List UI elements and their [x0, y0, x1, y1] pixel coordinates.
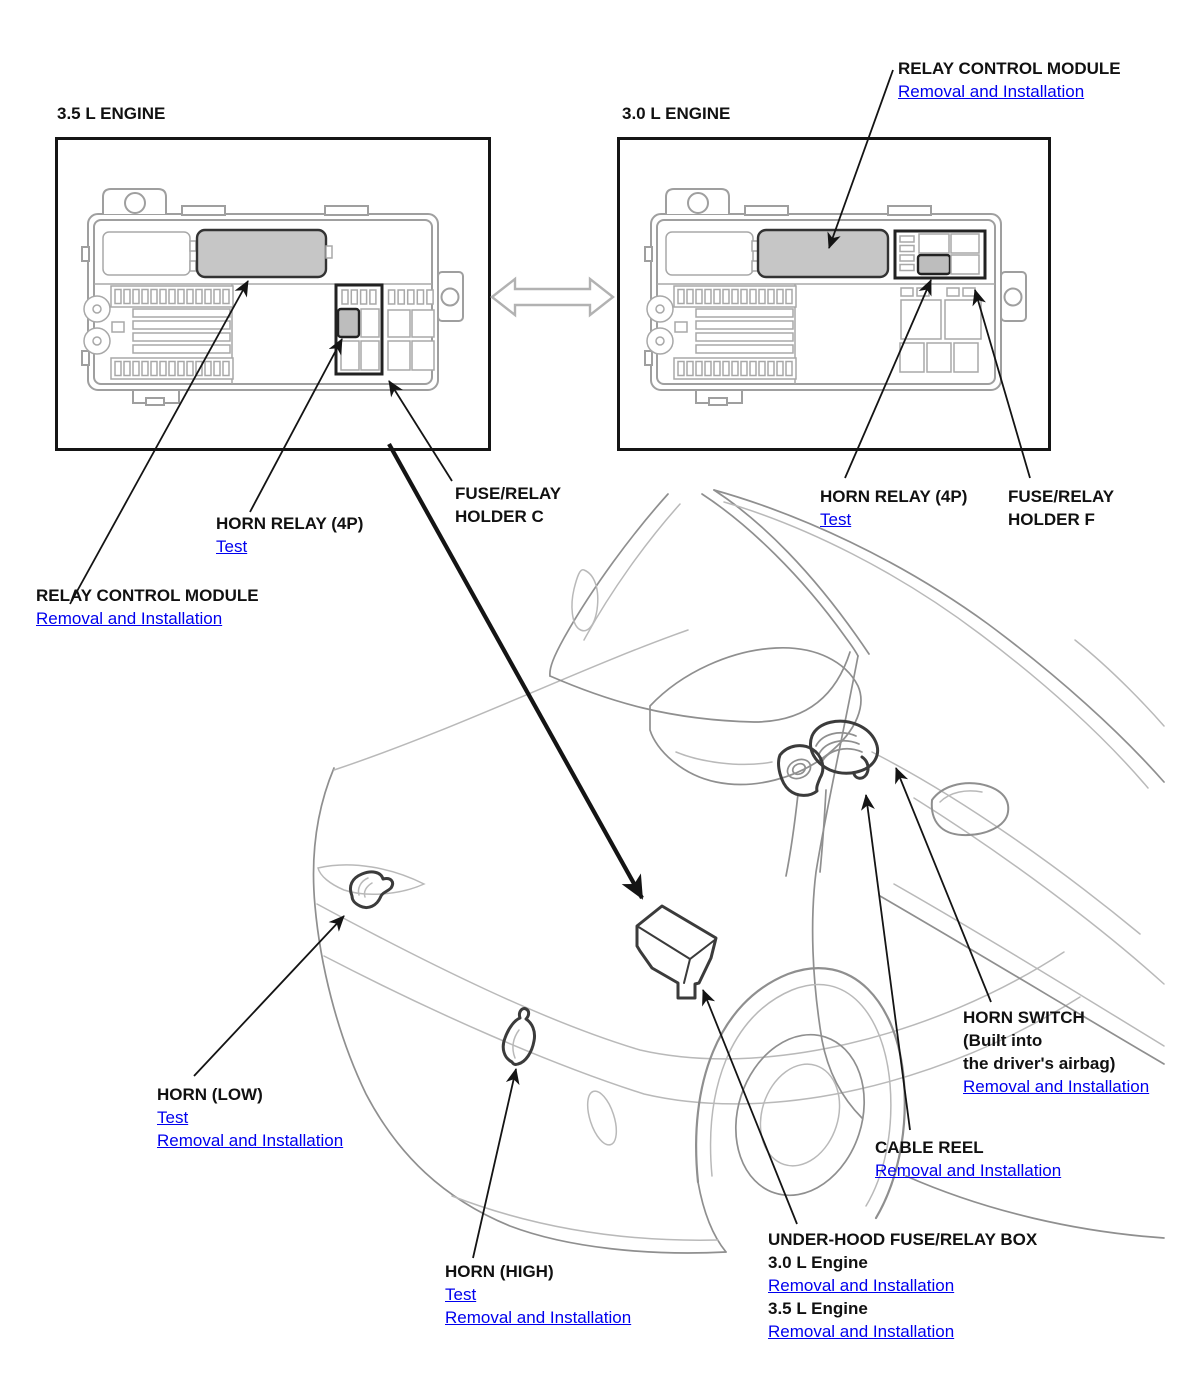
underhood-fuse-box-icon [637, 906, 716, 998]
front-wheel [716, 1018, 885, 1212]
label-title: HORN (LOW) [157, 1085, 263, 1104]
horn-high-label [445, 1260, 631, 1329]
cable-reel-label [875, 1136, 1061, 1182]
label-line: HORN SWITCH [963, 1008, 1085, 1027]
horn-relay-right-label [820, 485, 967, 531]
arrow-horn-low [194, 916, 344, 1076]
engine-30-panel [617, 137, 1051, 451]
link-removal-installation[interactable]: Removal and Installation [963, 1077, 1150, 1096]
relay-control-module-left-label [36, 584, 259, 630]
double-arrow-icon [492, 279, 613, 315]
arrow-horn-switch [896, 768, 991, 1002]
horn-low-label [157, 1083, 343, 1152]
engine-35-panel [55, 137, 491, 451]
label-subtitle: 3.5 L Engine [768, 1299, 868, 1318]
arrow-underhood [703, 990, 797, 1224]
link-test[interactable]: Test [216, 537, 248, 556]
headlight [318, 865, 424, 894]
horn-relay-left-label [216, 512, 363, 558]
link-removal-installation[interactable]: Removal and Installation [445, 1308, 632, 1327]
side-mirror-icon [932, 783, 1008, 835]
label-line: (Built into [963, 1031, 1043, 1050]
label-line: the driver's airbag) [963, 1054, 1116, 1073]
relay-control-module-top-label [898, 57, 1121, 103]
arrow-cable-reel [866, 795, 910, 1130]
label-title: RELAY CONTROL MODULE [898, 59, 1121, 78]
link-removal-installation-30[interactable]: Removal and Installation [768, 1276, 955, 1295]
engine-30-label: 3.0 L ENGINE [622, 104, 731, 123]
cable-reel-icon [811, 721, 878, 778]
label-title: HORN RELAY (4P) [820, 487, 968, 506]
label-subtitle: 3.0 L Engine [768, 1253, 868, 1272]
label-title: RELAY CONTROL MODULE [36, 586, 259, 605]
label-title: CABLE REEL [875, 1138, 984, 1157]
fuse-relay-holder-f-label [1008, 485, 1114, 531]
link-removal-installation-35[interactable]: Removal and Installation [768, 1322, 955, 1341]
link-removal-installation[interactable]: Removal and Installation [875, 1161, 1062, 1180]
underhood-fuse-relay-box-label [768, 1228, 1037, 1343]
dashboard [650, 648, 861, 785]
fuse-relay-holder-c-label [455, 482, 561, 528]
arrow-horn-high [473, 1069, 516, 1258]
horn-high-icon [503, 1009, 534, 1065]
engine-35-label: 3.5 L ENGINE [57, 104, 166, 123]
link-removal-installation[interactable]: Removal and Installation [36, 609, 223, 628]
label-title: HORN (HIGH) [445, 1262, 554, 1281]
label-line: HOLDER C [455, 507, 544, 526]
label-title: UNDER-HOOD FUSE/RELAY BOX [768, 1230, 1038, 1249]
link-test[interactable]: Test [445, 1285, 477, 1304]
label-line: FUSE/RELAY [455, 484, 562, 503]
link-removal-installation[interactable]: Removal and Installation [898, 82, 1085, 101]
label-title: HORN RELAY (4P) [216, 514, 364, 533]
link-test[interactable]: Test [820, 510, 852, 529]
horn-switch-icon [779, 746, 823, 796]
link-test[interactable]: Test [157, 1108, 189, 1127]
link-removal-installation[interactable]: Removal and Installation [157, 1131, 344, 1150]
horn-switch-label [963, 1006, 1149, 1098]
label-line: FUSE/RELAY [1008, 487, 1115, 506]
horn-low-icon [350, 872, 392, 908]
fog-light [582, 1088, 622, 1149]
label-line: HOLDER F [1008, 510, 1095, 529]
